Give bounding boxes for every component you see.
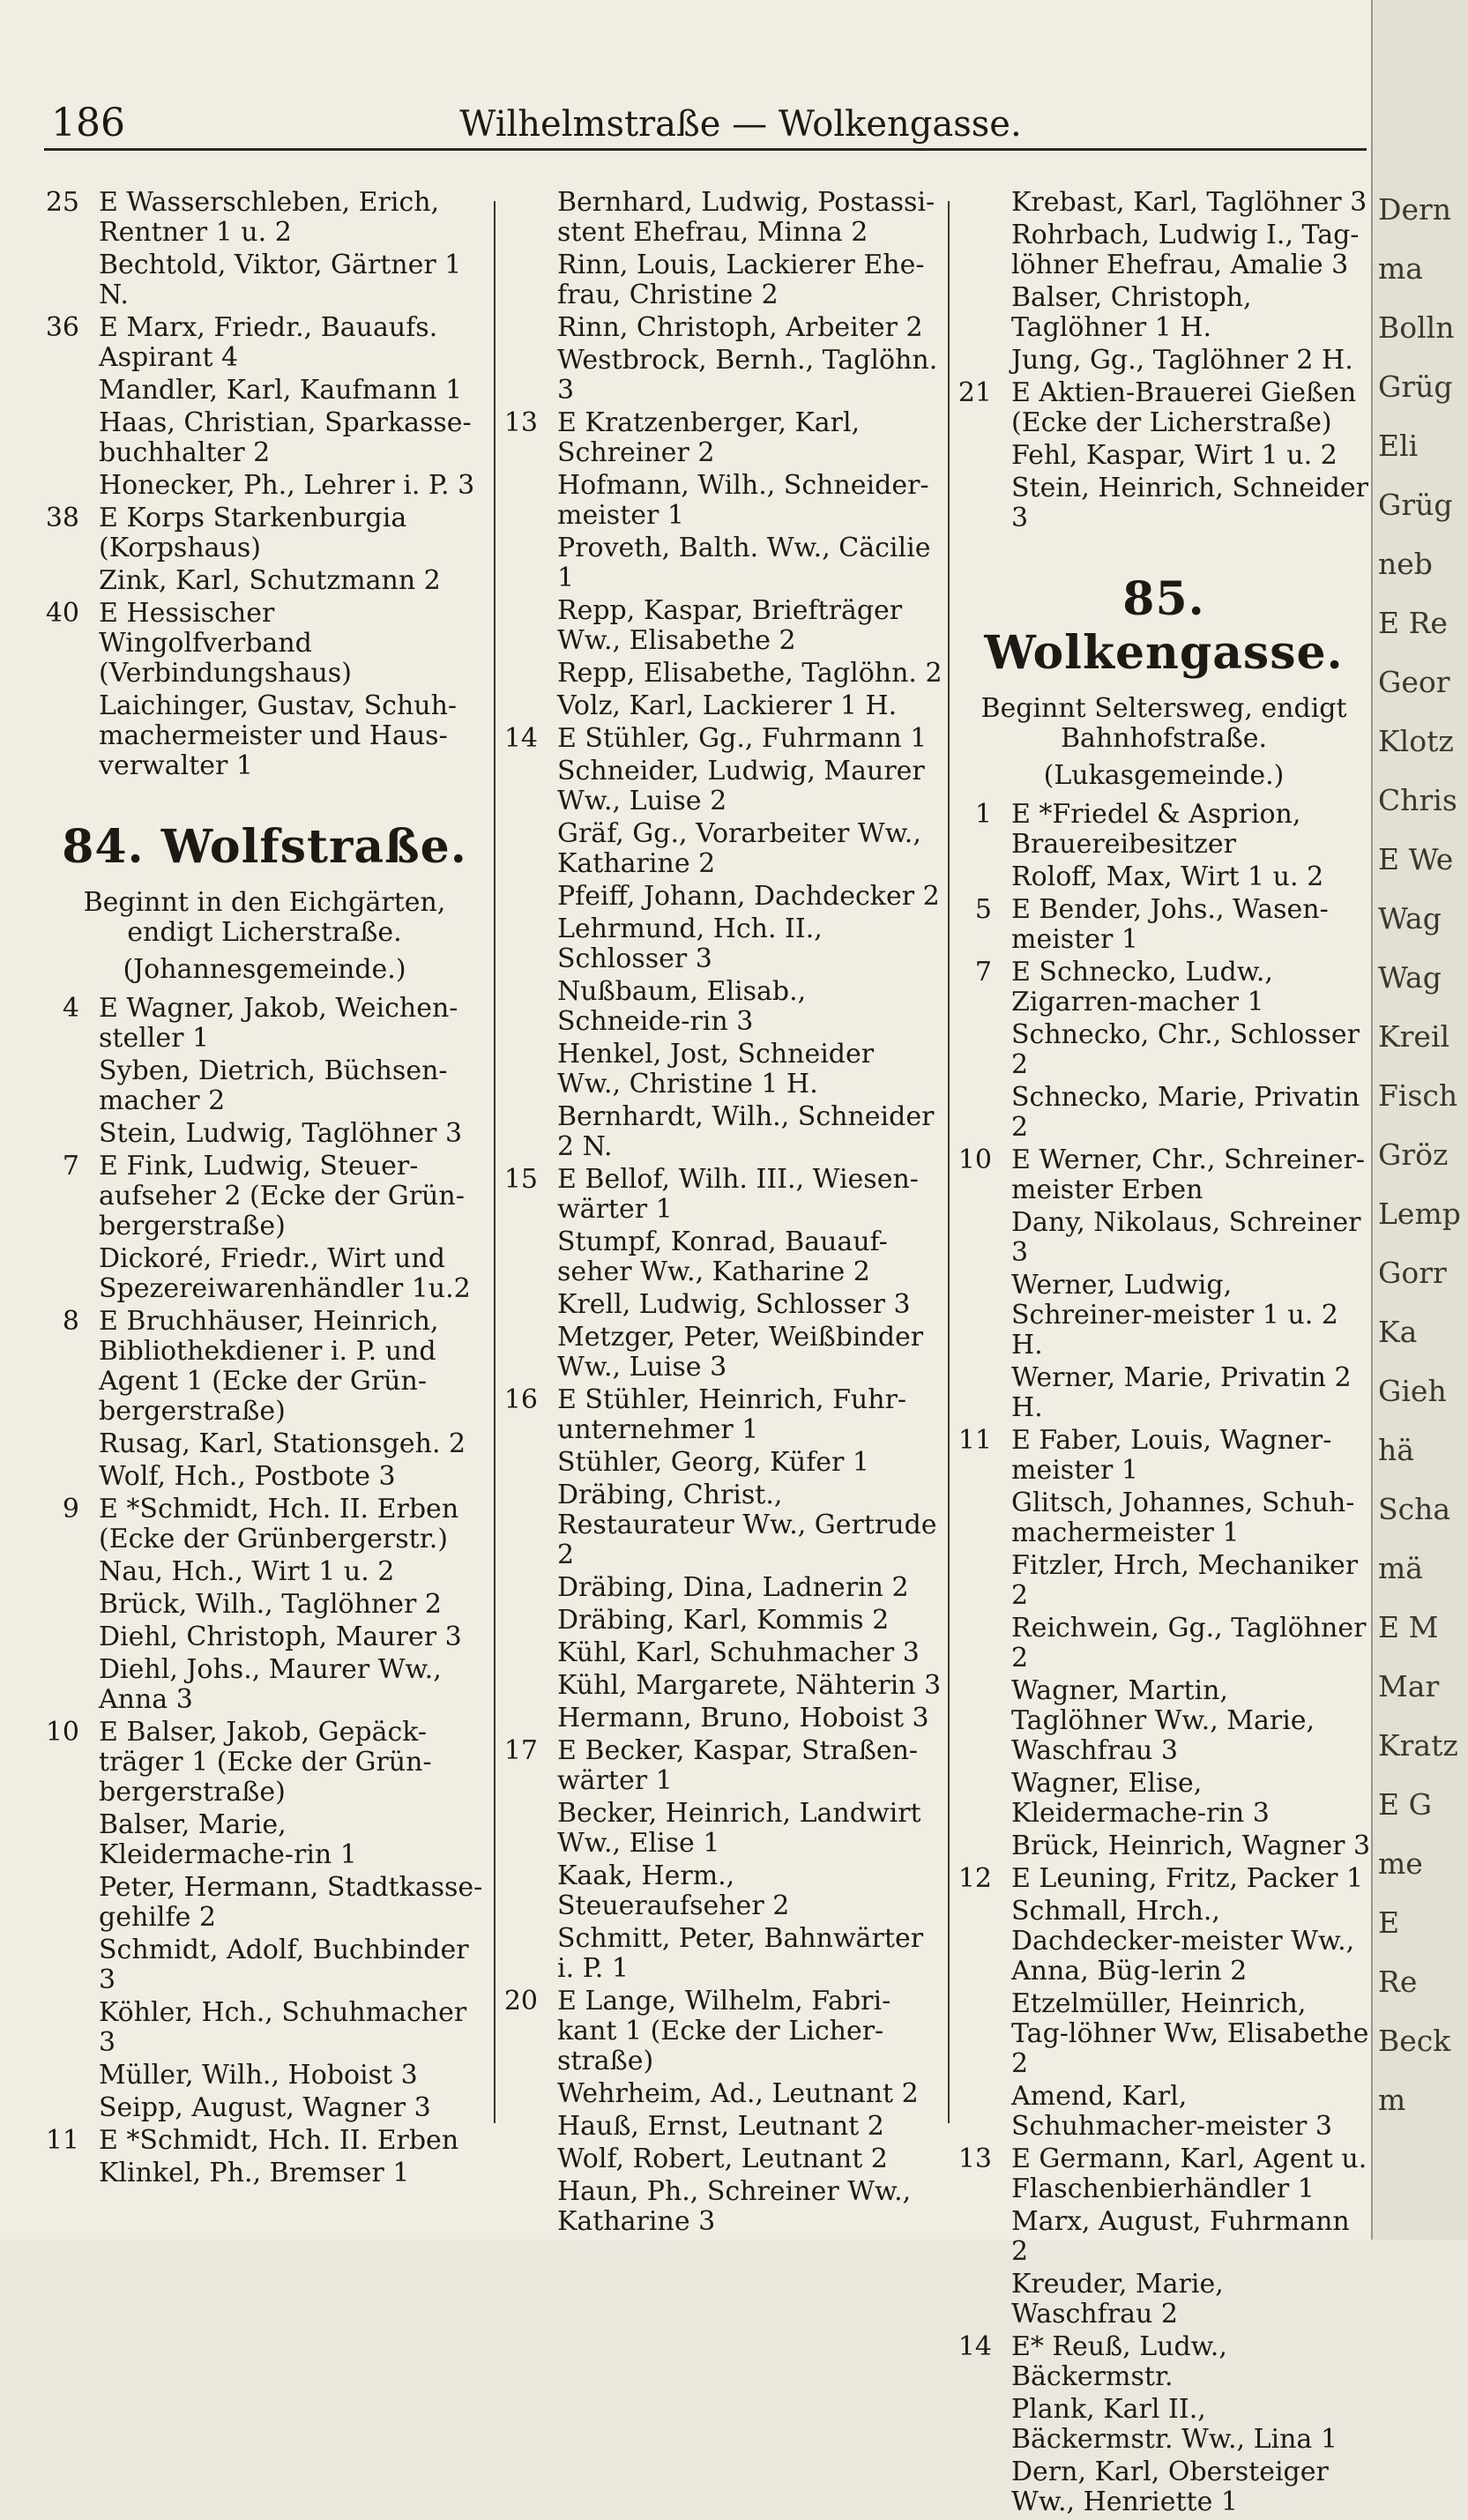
- directory-entry: [957, 1614, 1371, 1674]
- resident-text: Wolf, Hch., Postbote 3: [99, 1461, 396, 1492]
- directory-entry: [44, 1873, 485, 1933]
- resident-text: Schnecko, Marie, Privatin 2: [1011, 1082, 1360, 1143]
- column-3: [957, 188, 1371, 2520]
- resident-text: E Wasserschleben, Erich, Rentner 1 u. 2: [99, 187, 440, 248]
- directory-entry: [957, 1676, 1371, 1766]
- resident-text: E Marx, Friedr., Bauaufs. Aspirant 4: [99, 312, 438, 373]
- street-section: [957, 572, 1371, 791]
- directory-entry: [44, 1152, 485, 1241]
- resident-text: E Wagner, Jakob, Weichen-steller 1: [99, 993, 458, 1054]
- directory-entry: [44, 1056, 485, 1116]
- directory-entry: [44, 2061, 485, 2091]
- resident-text: E Lange, Wilhelm, Fabri-kant 1 (Ecke der Licher-straße): [557, 1986, 891, 2076]
- resident-text: Nau, Hch., Wirt 1 u. 2: [99, 1556, 395, 1587]
- directory-entry: [957, 1271, 1371, 1361]
- running-head: Wilhelmstraße — Wolkengasse.: [459, 104, 1022, 145]
- directory-entry: [503, 1987, 943, 2076]
- resident-text: E Balser, Jakob, Gepäck-träger 1 (Ecke der Grün-bergerstraße): [99, 1717, 432, 1808]
- resident-text: Schmidt, Adolf, Buchbinder 3: [99, 1935, 469, 1995]
- resident-text: E Leuning, Fritz, Packer 1: [1011, 1863, 1364, 1894]
- directory-entry: [957, 2207, 1371, 2267]
- resident-text: Fitzler, Hrch, Mechaniker 2: [1011, 1550, 1359, 1611]
- house-number: 13: [503, 407, 538, 438]
- resident-text: Krell, Ludwig, Schlosser 3: [557, 1289, 911, 1320]
- directory-entry: [957, 958, 1371, 1018]
- directory-entry: [957, 1551, 1371, 1611]
- directory-entry: [503, 408, 943, 468]
- directory-entry: [44, 1244, 485, 1304]
- resident-text: Dräbing, Christ., Restaurateur Ww., Gertrude 2: [557, 1480, 937, 1570]
- resident-text: Dräbing, Dina, Ladnerin 2: [557, 1572, 909, 1603]
- house-number: 12: [958, 1863, 992, 1894]
- resident-text: Brück, Wilh., Taglöhner 2: [99, 1589, 442, 1620]
- house-number: 25: [45, 187, 79, 218]
- directory-entry: [503, 914, 943, 974]
- directory-entry: [44, 1307, 485, 1427]
- resident-text: Jung, Gg., Taglöhner 2 H.: [1011, 345, 1353, 376]
- resident-text: Etzelmüller, Heinrich, Tag-löhner Ww, Elisabethe 2: [1011, 1988, 1369, 2079]
- edge-fragment: Grüg: [1378, 488, 1453, 522]
- resident-text: E *Schmidt, Hch. II. Erben: [99, 2125, 459, 2156]
- resident-text: Müller, Wilh., Hoboist 3: [99, 2060, 418, 2091]
- resident-text: E Stühler, Gg., Fuhrmann 1: [557, 723, 928, 754]
- directory-entry: [957, 473, 1371, 533]
- section-parish: (Lukasgemeinde.): [1043, 760, 1285, 791]
- resident-text: Diehl, Johs., Maurer Ww., Anna 3: [99, 1654, 442, 1715]
- resident-text: E Germann, Karl, Agent u. Flaschenbierhändler 1: [1011, 2143, 1367, 2204]
- house-number: 8: [62, 1306, 79, 1337]
- directory-entry: [503, 1638, 943, 1668]
- resident-text: Nußbaum, Elisab., Schneide-rin 3: [557, 976, 807, 1037]
- edge-fragment: Kratz: [1378, 1728, 1458, 1763]
- directory-entry: [44, 1810, 485, 1870]
- edge-fragment: E G: [1378, 1787, 1432, 1822]
- directory-entry: [957, 2144, 1371, 2204]
- directory-entry: [503, 1102, 943, 1162]
- directory-entry: [957, 378, 1371, 438]
- resident-text: E Bruchhäuser, Heinrich, Bibliothekdiener i. P. und Agent 1 (Ecke der Grün-bergerstraße): [99, 1306, 439, 1427]
- resident-text: Roloff, Max, Wirt 1 u. 2: [1011, 861, 1324, 892]
- directory-entry: [503, 1323, 943, 1383]
- edge-fragment: mä: [1378, 1551, 1423, 1585]
- house-number: 11: [45, 2125, 79, 2156]
- resident-text: E* Reuß, Ludw., Bäckermstr.: [1011, 2331, 1227, 2392]
- resident-text: Werner, Marie, Privatin 2 H.: [1011, 1362, 1352, 1423]
- resident-text: E Faber, Louis, Wagner-meister 1: [1011, 1425, 1332, 1486]
- section-description: Beginnt Seltersweg, endigt Bahnhofstraße.: [980, 693, 1347, 754]
- directory-entry: [503, 1736, 943, 1796]
- resident-text: Balser, Marie, Kleidermache-rin 1: [99, 1809, 357, 1870]
- resident-text: Repp, Elisabethe, Taglöhn. 2: [557, 658, 943, 689]
- directory-entry: [44, 1462, 485, 1492]
- directory-entry: [44, 408, 485, 468]
- resident-text: Brück, Heinrich, Wagner 3: [1011, 1830, 1371, 1861]
- directory-entry: [503, 2177, 943, 2237]
- directory-entry: [503, 596, 943, 656]
- directory-entry: [503, 250, 943, 310]
- resident-text: Krebast, Karl, Taglöhner 3: [1011, 187, 1367, 218]
- edge-fragment: Re: [1378, 1965, 1418, 1999]
- resident-text: Pfeiff, Johann, Dachdecker 2: [557, 881, 940, 912]
- column-rule: [494, 201, 496, 2123]
- directory-entry: [44, 1119, 485, 1149]
- directory-entry: [44, 1495, 485, 1554]
- resident-text: Metzger, Peter, Weißbinder Ww., Luise 3: [557, 1322, 924, 1383]
- resident-text: Fehl, Kaspar, Wirt 1 u. 2: [1011, 440, 1338, 471]
- directory-entry: [503, 1799, 943, 1859]
- directory-entry: [44, 188, 485, 248]
- edge-fragment: Grüg: [1378, 369, 1453, 404]
- directory-entry: [44, 1718, 485, 1808]
- resident-text: E *Schmidt, Hch. II. Erben (Ecke der Grünbergerstr.): [99, 1494, 459, 1554]
- directory-entry: [503, 882, 943, 912]
- directory-entry: [957, 2270, 1371, 2330]
- directory-entry: [44, 691, 485, 781]
- section-title: 85. Wolkengasse.: [984, 572, 1344, 680]
- resident-text: E Kratzenberger, Karl, Schreiner 2: [557, 407, 861, 468]
- directory-entry: [503, 659, 943, 689]
- resident-text: Klinkel, Ph., Bremser 1: [99, 2158, 410, 2188]
- directory-entry: [957, 220, 1371, 280]
- directory-entry: [503, 1040, 943, 1100]
- resident-text: Reichwein, Gg., Taglöhner 2: [1011, 1613, 1367, 1674]
- resident-text: Volz, Karl, Lackierer 1 H.: [557, 690, 898, 721]
- resident-text: E Werner, Chr., Schreiner-meister Erben: [1011, 1144, 1365, 1205]
- column-1: [44, 188, 485, 2191]
- directory-entry: [44, 1590, 485, 1620]
- directory-entry: [503, 724, 943, 754]
- resident-text: Haun, Ph., Schreiner Ww., Katharine 3: [557, 2176, 912, 2237]
- directory-entry: [503, 1573, 943, 1603]
- resident-text: Balser, Christoph, Taglöhner 1 H.: [1011, 282, 1252, 343]
- edge-fragment: Klotz: [1378, 724, 1454, 758]
- resident-text: E Korps Starkenburgia (Korpshaus): [99, 503, 407, 563]
- edge-fragment: Fisch: [1378, 1078, 1458, 1113]
- resident-text: Dickoré, Friedr., Wirt und Spezereiwarenhändler 1u.2: [99, 1243, 471, 1304]
- house-number: 17: [503, 1735, 538, 1766]
- resident-text: Stühler, Georg, Küfer 1: [557, 1447, 870, 1478]
- directory-entry: [503, 1165, 943, 1225]
- edge-fragment: Mar: [1378, 1669, 1440, 1704]
- edge-fragment: Gorr: [1378, 1256, 1447, 1290]
- directory-entry: [503, 1227, 943, 1287]
- section-description: Beginnt in den Eichgärten, endigt Licherstraße.: [83, 887, 446, 948]
- house-number: 7: [974, 957, 992, 988]
- directory-entry: [957, 1145, 1371, 1205]
- house-number: 1: [974, 799, 992, 830]
- edge-fragment: Wag: [1378, 960, 1442, 995]
- resident-text: Syben, Dietrich, Büchsen-macher 2: [99, 1055, 448, 1116]
- house-number: 11: [958, 1425, 992, 1456]
- directory-entry: [503, 188, 943, 248]
- house-number: 21: [958, 377, 992, 408]
- directory-entry: [44, 471, 485, 501]
- directory-entry: [957, 441, 1371, 471]
- directory-entry: [957, 346, 1371, 376]
- resident-text: Hofmann, Wilh., Schneider-meister 1: [557, 470, 929, 531]
- edge-fragment: Lemp: [1378, 1197, 1461, 1231]
- resident-text: Peter, Hermann, Stadtkasse-gehilfe 2: [99, 1872, 483, 1933]
- house-number: 10: [45, 1717, 79, 1748]
- resident-text: Wagner, Martin, Taglöhner Ww., Marie, Waschfrau 3: [1011, 1675, 1315, 1766]
- resident-text: Rohrbach, Ludwig I., Tag-löhner Ehefrau, Amalie 3: [1011, 220, 1360, 280]
- directory-entry: [503, 1606, 943, 1636]
- edge-fragment: me: [1378, 1846, 1423, 1881]
- directory-entry: [503, 471, 943, 531]
- edge-fragment: Geor: [1378, 665, 1450, 699]
- directory-entry: [503, 1448, 943, 1478]
- edge-fragment: Dern: [1378, 192, 1452, 227]
- directory-entry: [503, 1290, 943, 1320]
- house-number: 4: [62, 993, 79, 1024]
- edge-fragment: Gröz: [1378, 1137, 1449, 1172]
- resident-text: Stein, Heinrich, Schneider 3: [1011, 473, 1368, 533]
- resident-text: Zink, Karl, Schutzmann 2: [99, 565, 441, 596]
- resident-text: E Aktien-Brauerei Gießen (Ecke der Licherstraße): [1011, 377, 1357, 438]
- resident-text: E Bellof, Wilh. III., Wiesen-wärter 1: [557, 1164, 919, 1225]
- directory-entry: [503, 1480, 943, 1570]
- directory-entry: [957, 1363, 1371, 1423]
- resident-text: Diehl, Christoph, Maurer 3: [99, 1622, 462, 1652]
- directory-entry: [503, 313, 943, 343]
- resident-text: Gräf, Gg., Vorarbeiter Ww., Katharine 2: [557, 818, 921, 879]
- directory-entry: [44, 376, 485, 406]
- facing-page-edge: [1371, 0, 1468, 2240]
- house-number: 38: [45, 503, 79, 533]
- house-number: 5: [974, 894, 992, 925]
- directory-entry: [503, 346, 943, 406]
- house-number: 20: [503, 1986, 538, 2017]
- resident-text: Stumpf, Konrad, Bauauf-seher Ww., Katharine 2: [557, 1226, 888, 1287]
- resident-text: Wagner, Elise, Kleidermache-rin 3: [1011, 1768, 1270, 1829]
- resident-text: Dern, Karl, Obersteiger Ww., Henriette 1: [1011, 2457, 1329, 2517]
- directory-entry: [957, 1989, 1371, 2079]
- directory-entry: [503, 757, 943, 816]
- directory-entry: [957, 1864, 1371, 1894]
- directory-entry: [503, 2079, 943, 2109]
- resident-text: Dräbing, Karl, Kommis 2: [557, 1605, 890, 1636]
- edge-fragment: Bolln: [1378, 310, 1455, 345]
- house-number: 7: [62, 1151, 79, 1182]
- directory-entry: [44, 2126, 485, 2156]
- directory-entry: [44, 503, 485, 563]
- page-number: 186: [51, 101, 125, 145]
- resident-text: Marx, August, Fuhrmann 2: [1011, 2206, 1350, 2267]
- resident-text: Rusag, Karl, Stationsgeh. 2: [99, 1428, 466, 1459]
- section-parish: (Johannesgemeinde.): [123, 954, 406, 985]
- directory-entry: [957, 862, 1371, 892]
- house-number: 16: [503, 1384, 538, 1415]
- section-title: 84. Wolfstraße.: [62, 820, 467, 874]
- resident-text: Stein, Ludwig, Taglöhner 3: [99, 1118, 463, 1149]
- directory-entry: [957, 1208, 1371, 1268]
- resident-text: Schneider, Ludwig, Maurer Ww., Luise 2: [557, 756, 925, 816]
- directory-entry: [44, 1998, 485, 2058]
- resident-text: Kühl, Karl, Schuhmacher 3: [557, 1637, 920, 1668]
- directory-entry: [957, 1831, 1371, 1861]
- column-rule: [948, 201, 950, 2123]
- directory-entry: [503, 1671, 943, 1701]
- directory-entry: [503, 1704, 943, 1733]
- resident-text: Honecker, Ph., Lehrer i. P. 3: [99, 470, 475, 501]
- resident-text: Rinn, Louis, Lackierer Ehe-frau, Christine 2: [557, 250, 925, 310]
- resident-text: Bernhard, Ludwig, Postassi-stent Ehefrau, Minna 2: [557, 187, 935, 248]
- directory-entry: [957, 2332, 1371, 2392]
- resident-text: Seipp, August, Wagner 3: [99, 2092, 431, 2123]
- resident-text: Rinn, Christoph, Arbeiter 2: [557, 312, 923, 343]
- directory-entry: [503, 1861, 943, 1921]
- directory-entry: [957, 283, 1371, 343]
- resident-text: Werner, Ludwig, Schreiner-meister 1 u. 2 H.: [1011, 1270, 1338, 1361]
- directory-entry: [957, 188, 1371, 218]
- edge-fragment: Gieh: [1378, 1374, 1447, 1408]
- directory-entry: [503, 691, 943, 721]
- house-number: 10: [958, 1144, 992, 1175]
- resident-text: Wehrheim, Ad., Leutnant 2: [557, 2078, 919, 2109]
- resident-text: Lehrmund, Hch. II., Schlosser 3: [557, 913, 823, 974]
- directory-entry: [44, 1655, 485, 1715]
- directory-entry: [44, 1557, 485, 1587]
- resident-text: E Hessischer Wingolfverband (Verbindungshaus): [99, 598, 352, 689]
- edge-fragment: m: [1378, 2083, 1406, 2117]
- directory-entry: [44, 313, 485, 373]
- resident-text: Proveth, Balth. Ww., Cäcilie 1: [557, 533, 931, 593]
- street-section: [44, 820, 485, 985]
- directory-entry: [503, 977, 943, 1037]
- resident-text: E Bender, Johs., Wasen-meister 1: [1011, 894, 1329, 955]
- directory-entry: [44, 1429, 485, 1459]
- house-number: 9: [62, 1494, 79, 1525]
- directory-entry: [957, 800, 1371, 860]
- edge-fragment: Scha: [1378, 1492, 1451, 1526]
- resident-text: E Stühler, Heinrich, Fuhr-unternehmer 1: [557, 1384, 907, 1445]
- resident-text: Wolf, Robert, Leutnant 2: [557, 2143, 888, 2174]
- resident-text: Dany, Nikolaus, Schreiner 3: [1011, 1207, 1361, 1268]
- directory-entry: [503, 2112, 943, 2142]
- house-number: 15: [503, 1164, 538, 1195]
- edge-fragment: hä: [1378, 1433, 1414, 1467]
- resident-text: Kühl, Margarete, Nähterin 3: [557, 1670, 942, 1701]
- edge-fragment: E: [1378, 1905, 1400, 1940]
- resident-text: Mandler, Karl, Kaufmann 1: [99, 375, 463, 406]
- edge-fragment: Ka: [1378, 1315, 1418, 1349]
- directory-entry: [44, 599, 485, 689]
- resident-text: Schnecko, Chr., Schlosser 2: [1011, 1019, 1360, 1080]
- column-2: [503, 188, 943, 2240]
- house-number: 14: [958, 2331, 992, 2362]
- resident-text: E Fink, Ludwig, Steuer-aufseher 2 (Ecke der Grün-bergerstraße): [99, 1151, 465, 1241]
- edge-fragment: Kreil: [1378, 1019, 1450, 1054]
- house-number: 13: [958, 2143, 992, 2174]
- resident-text: E Becker, Kaspar, Straßen-wärter 1: [557, 1735, 919, 1796]
- resident-text: E *Friedel & Asprion, Brauereibesitzer: [1011, 799, 1301, 860]
- resident-text: Glitsch, Johannes, Schuh-machermeister 1: [1011, 1487, 1355, 1548]
- edge-fragment: Chris: [1378, 783, 1457, 817]
- directory-entry: [44, 250, 485, 310]
- resident-text: Kreuder, Marie, Waschfrau 2: [1011, 2269, 1224, 2330]
- resident-text: Becker, Heinrich, Landwirt Ww., Elise 1: [557, 1798, 921, 1859]
- directory-entry: [957, 1083, 1371, 1143]
- house-number: 14: [503, 723, 538, 754]
- edge-fragment: Beck: [1378, 2024, 1451, 2058]
- resident-text: Henkel, Jost, Schneider Ww., Christine 1 H.: [557, 1039, 875, 1100]
- directory-entry: [957, 1020, 1371, 1080]
- edge-fragment: E M: [1378, 1610, 1439, 1644]
- resident-text: Westbrock, Bernh., Taglöhn. 3: [557, 345, 938, 406]
- edge-fragment: E We: [1378, 842, 1454, 876]
- directory-entry: [44, 566, 485, 596]
- directory-entry: [44, 1622, 485, 1652]
- resident-text: Amend, Karl, Schuhmacher-meister 3: [1011, 2081, 1332, 2142]
- directory-entry: [503, 1385, 943, 1445]
- resident-text: Hauß, Ernst, Leutnant 2: [557, 2111, 884, 2142]
- resident-text: Schmall, Hrch., Dachdecker-meister Ww., Anna, Büg-lerin 2: [1011, 1896, 1355, 1987]
- directory-entry: [957, 1897, 1371, 1987]
- directory-entry: [44, 1935, 485, 1995]
- resident-text: Köhler, Hch., Schuhmacher 3: [99, 1997, 467, 2058]
- resident-text: Repp, Kaspar, Briefträger Ww., Elisabethe 2: [557, 595, 903, 656]
- resident-text: Schmitt, Peter, Bahnwärter i. P. 1: [557, 1923, 924, 1984]
- edge-fragment: E Re: [1378, 606, 1448, 640]
- resident-text: Bechtold, Viktor, Gärtner 1 N.: [99, 250, 462, 310]
- directory-entry: [957, 2457, 1371, 2517]
- directory-entry: [957, 1769, 1371, 1829]
- resident-text: Hermann, Bruno, Hoboist 3: [557, 1703, 929, 1733]
- resident-text: Plank, Karl II., Bäckermstr. Ww., Lina 1: [1011, 2394, 1338, 2455]
- resident-text: E Schnecko, Ludw., Zigarren-macher 1: [1011, 957, 1273, 1018]
- page-header: [44, 95, 1367, 151]
- edge-fragment: Wag: [1378, 901, 1442, 936]
- directory-entry: [957, 1426, 1371, 1486]
- directory-entry: [957, 2082, 1371, 2142]
- edge-fragment: neb: [1378, 547, 1433, 581]
- directory-entry: [44, 2093, 485, 2123]
- resident-text: Kaak, Herm., Steueraufseher 2: [557, 1860, 790, 1921]
- house-number: 40: [45, 598, 79, 629]
- resident-text: Bernhardt, Wilh., Schneider 2 N.: [557, 1101, 935, 1162]
- edge-fragment: ma: [1378, 251, 1423, 286]
- directory-entry: [503, 2144, 943, 2174]
- directory-entry: [957, 895, 1371, 955]
- house-number: 36: [45, 312, 79, 343]
- directory-entry: [503, 1924, 943, 1984]
- resident-text: Laichinger, Gustav, Schuh-machermeister und Haus-verwalter 1: [99, 690, 458, 781]
- directory-entry: [503, 533, 943, 593]
- directory-entry: [44, 2158, 485, 2188]
- directory-entry: [957, 2395, 1371, 2455]
- directory-entry: [957, 1488, 1371, 1548]
- directory-entry: [44, 994, 485, 1054]
- edge-fragment: Eli: [1378, 429, 1419, 463]
- directory-entry: [503, 819, 943, 879]
- resident-text: Haas, Christian, Sparkasse-buchhalter 2: [99, 407, 472, 468]
